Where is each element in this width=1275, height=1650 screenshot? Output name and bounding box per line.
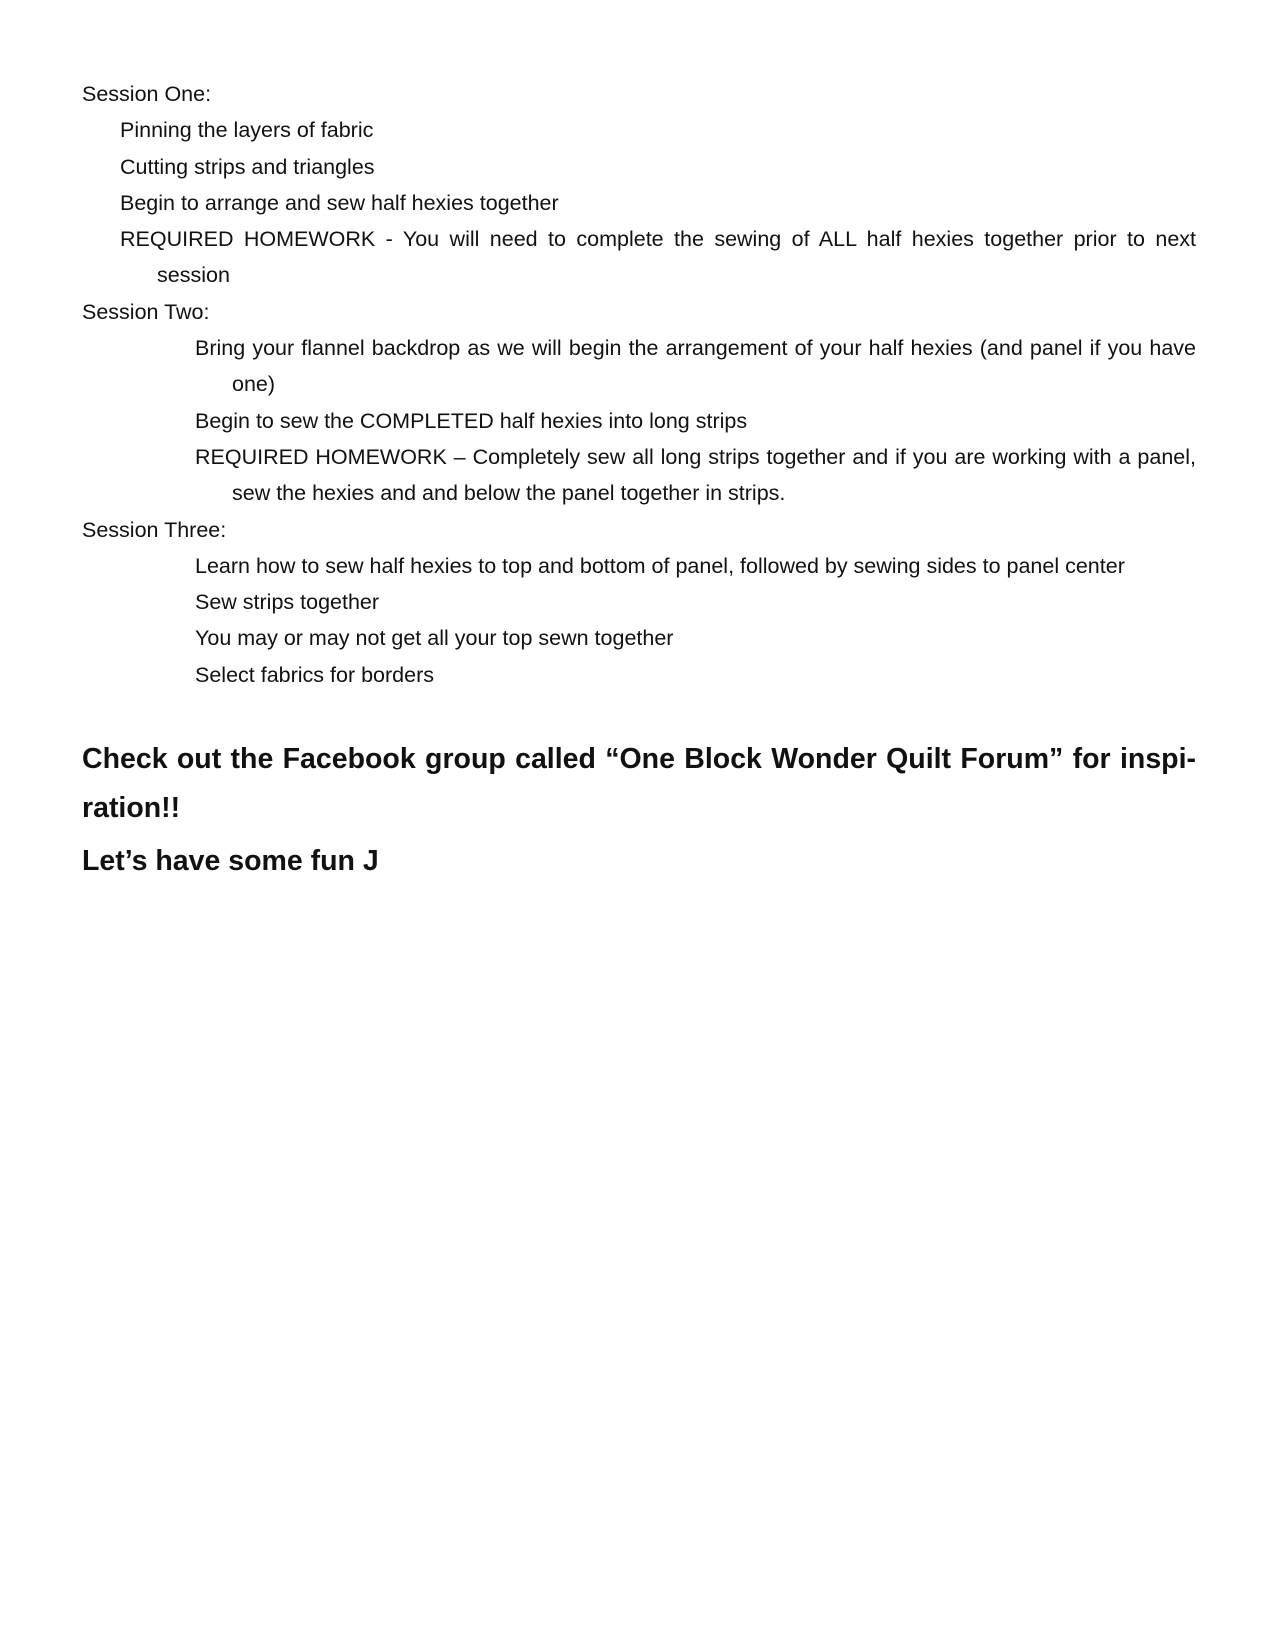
session-three-title: Session Three: <box>82 517 227 542</box>
session-one-homework: REQUIRED HOMEWORK - You will need to complete the sewing of ALL half hexies together prior to next session <box>120 227 1196 288</box>
sign-off: Let’s have some fun J <box>82 845 379 878</box>
session-three-item: Learn how to sew half hexies to top and bottom of panel, followed by sewing sides to panel center <box>195 553 1125 578</box>
session-three-item: Select fabrics for borders <box>195 662 434 687</box>
session-three <box>82 512 1196 693</box>
session-three-item: Sew strips together <box>195 590 380 615</box>
session-two-item: Begin to sew the COMPLETED half hexies into long strips <box>195 408 748 433</box>
session-two-homework: REQUIRED HOMEWORK – Completely sew all long strips together and if you are working with a panel, sew the hexies and and below the panel together in strips. <box>195 444 1196 506</box>
session-one-item: Pinning the layers of fabric <box>120 118 374 143</box>
session-one-item: Begin to arrange and sew half hexies together <box>120 190 559 215</box>
session-one <box>82 76 1196 294</box>
session-two <box>82 294 1196 512</box>
session-one-item: Cutting strips and triangles <box>120 154 375 179</box>
session-three-item: You may or may not get all your top sewn together <box>195 626 674 651</box>
session-two-title: Session Two: <box>82 299 210 324</box>
session-one-title: Session One: <box>82 82 212 106</box>
facebook-group-note: Check out the Facebook group called “One Block Wonder Quilt Forum” for inspi-ration!! <box>82 743 1196 825</box>
session-two-item: Bring your flannel backdrop as we will begin the arrangement of your half hexies (and panel if you have one) <box>195 336 1196 397</box>
document-page <box>82 76 1196 886</box>
